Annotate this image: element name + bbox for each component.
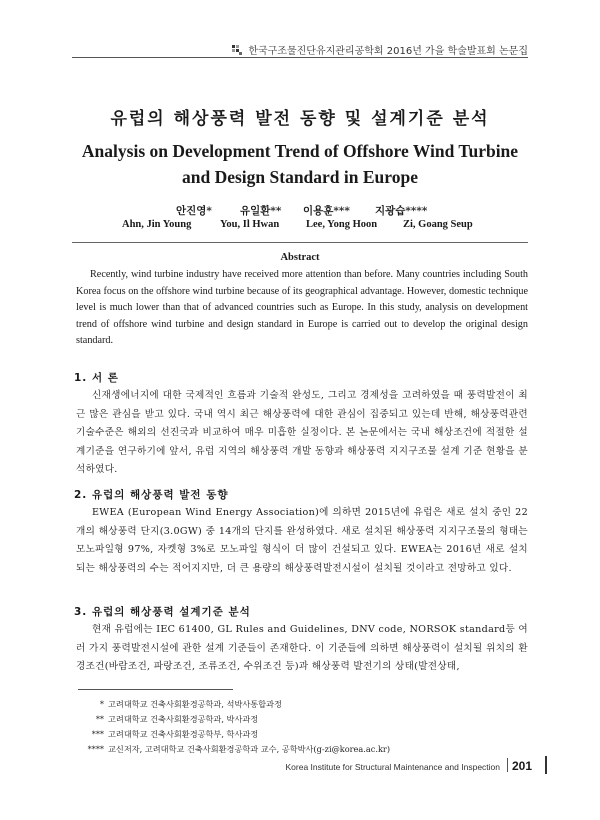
footnote-text: 교신저자, 고려대학교 건축사회환경공학과 교수, 공학박사(g-zi@korea.ac.kr) (108, 744, 391, 754)
section-heading: 2. 유럽의 해상풍력 발전 동향 (74, 489, 229, 501)
footnote-mark: *** (91, 729, 104, 739)
author-korean: 안진영* (176, 205, 212, 217)
journal-header (232, 42, 528, 57)
footer-divider (507, 758, 508, 772)
author-english: Ahn, Jin Young (122, 219, 192, 230)
abstract-heading: Abstract (280, 252, 320, 263)
footnote-text: 고려대학교 건축사회환경공학부, 학사과정 (108, 729, 259, 739)
section-heading: 1. 서 론 (74, 372, 119, 384)
footnote-mark: ** (95, 714, 104, 724)
footnote (78, 697, 390, 712)
footnote (78, 742, 390, 757)
author-korean: 지광습**** (375, 205, 428, 217)
footnote-mark: **** (87, 744, 104, 754)
footer-institute: Korea Institute for Structural Maintenance and Inspection (285, 762, 500, 772)
author-divider (72, 242, 528, 243)
author-english: You, Il Hwan (220, 219, 280, 230)
journal-name: 한국구조물진단유지관리공학회 2016년 가을 학술발표회 논문집 (248, 46, 528, 57)
footnote-mark: * (99, 699, 104, 709)
title-english-line2: and Design Standard in Europe (181, 167, 418, 187)
grid-dots-icon (232, 45, 242, 55)
abstract-text: Recently, wind turbine industry have received more attention than before. Many countries including South Korea focus on the offshore wind turbine because of its geographical advantage. However, domestic technique level is much lower than that of advanced countries such as Europe. In this study, analysis on development trend of offshore wind turbine and design standard in Europe is carried out to develop the original design standard. (76, 269, 528, 346)
author-korean: 이용훈*** (303, 205, 350, 217)
author-english: Zi, Goang Seup (403, 219, 473, 230)
page-number: 201 (512, 759, 533, 773)
section-paragraph: 현재 유럽에는 IEC 61400, GL Rules and Guidelines, DNV code, NORSOK standard등 여러 가지 풍력발전시설에 관한 설계 기준들이 존재한다. 이 기준들에 의하면 해상풍력이 설치될 위치의 환경조건(바람조건, 파랑조건, 조류조건, 수위조건 등)과 해상풍력 발전기의 상태(발전상태, (76, 624, 528, 672)
title-english (60, 138, 540, 190)
footnotes (78, 697, 390, 757)
footnote-text: 고려대학교 건축사회환경공학과, 박사과정 (108, 714, 259, 724)
title-korean: 유럽의 해상풍력 발전 동향 및 설계기준 분석 (110, 109, 490, 129)
author-korean: 유일환** (240, 205, 282, 217)
header-divider (72, 57, 528, 58)
section-heading: 3. 유럽의 해상풍력 설계기준 분석 (74, 606, 251, 618)
section-paragraph: EWEA (European Wind Energy Association)에 의하면 2015년에 유럽은 새로 설치 중인 22개의 해상풍력 단지(3.0GW) 중 14개의 단지를 완성하였다. 새로 설치된 해상풍력 지지구조물의 형태는 모노파일형 97%, 자켓형 3%로 모노파일 형식이 더 많이 건설되고 있다. EWEA는 2016년 새로 설치되는 해상풍력의 수는 적어지지만, 더 큰 용량의 해상풍력발전시설이 설치될 것이라고 전망하고 있다. (76, 507, 528, 574)
footer-bar (545, 756, 547, 774)
footnote-divider (78, 689, 233, 690)
section-paragraph: 신재생에너지에 대한 국제적인 흐름과 기술적 완성도, 그리고 경제성을 고려하였을 때 풍력발전이 최근 많은 관심을 받고 있다. 국내 역시 최근 해상풍력에 대한 관심이 집중되고 있는데 반해, 해상풍력관련 기술수준은 해외의 선진국과 비교하여 매우 미흡한 실정이다. 본 논문에서는 국내 해상조건에 적절한 설계기준을 연구하기에 앞서, 유럽 지역의 해상풍력 개발 동향과 해상풍력 지지구조물 설계 기준 현황을 분석하였다. (76, 390, 528, 475)
footnote (78, 712, 390, 727)
footnote (78, 727, 390, 742)
footnote-text: 고려대학교 건축사회환경공학과, 석박사통합과정 (108, 699, 282, 709)
title-english-line1: Analysis on Development Trend of Offshore Wind Turbine (81, 141, 519, 161)
author-english: Lee, Yong Hoon (306, 219, 378, 230)
